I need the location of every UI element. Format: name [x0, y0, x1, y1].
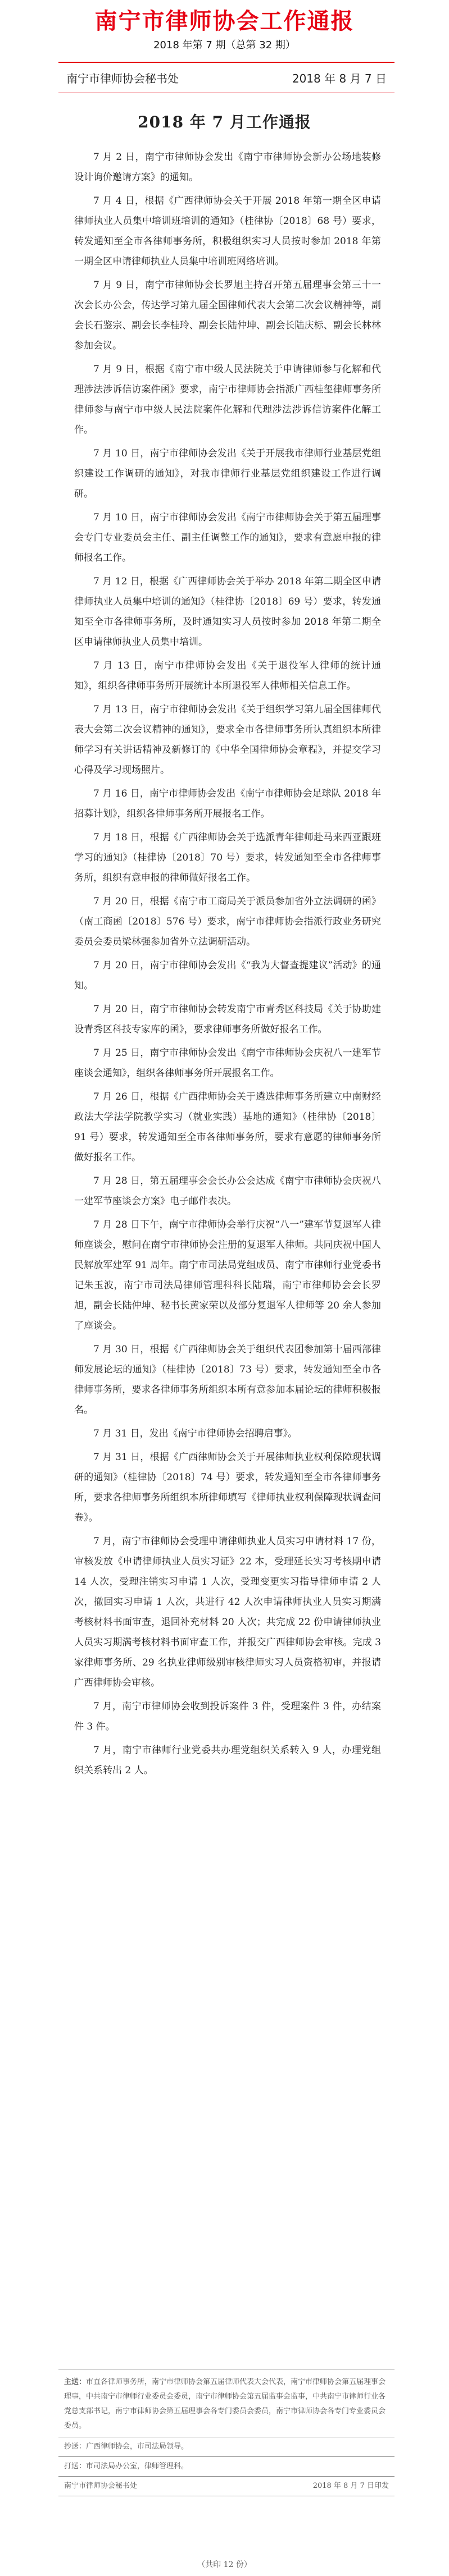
issue-date: 2018 年 8 月 7 日 [292, 72, 387, 85]
body-paragraph: 7 月 31 日，根据《广西律师协会关于开展律师执业权利保障现状调研的通知》（桂律协〔2018〕74 号）要求，转发通知至全市各律师事务所，要求各律师事务所组织本所律师填写《律师执业权利保障现状调查问卷》。 [74, 1452, 381, 1523]
issue-number: 2018 年第 7 期（总第 32 期） [153, 39, 296, 51]
masthead-rule [58, 62, 394, 63]
copy-text: 广西律师协会，市司法局领导。 [86, 2442, 189, 2451]
body-paragraph: 7 月 10 日，南宁市律师协会发出《南宁市律师协会关于第五届理事会专门专业委员会主任、副主任调整工作的通知》，要求有意愿申报的律师报名工作。 [74, 512, 381, 564]
body-paragraph: 7 月，南宁市律师协会受理申请律师执业人员实习申请材料 17 份，审核发放《申请律师执业人员实习证》22 本，受理延长实习考核期申请 14 人次，受理注销实习申请 1 人次，受理变更实习指导律师申请 2 人次，撤回实习申请 1 人次，共进行 42 人次申请律师执业人员实习期满考核材料书面审查，退回补充材料 20 人次；共完成 22 份申请律师执业人员实习期满考核材料书面审查工作，并报交广西律师协会审核。完成 3 家律师事务所、29 名执业律师级别审核律师实习人员资格初审，并报请广西律师协会审核。 [74, 1536, 381, 1689]
body-paragraph: 7 月 9 日，南宁市律师协会长罗旭主持召开第五届理事会第三十一次会长办公会，传达学习第九届全国律师代表大会第二次会议精神等，副会长石鉴宗、副会长李桂玲、副会长陆仲坤、副会长陆庆标、副会长林林参加会议。 [74, 280, 381, 351]
footer-issuer: 南宁市律师协会秘书处 [64, 2482, 138, 2490]
document-footer [58, 2369, 394, 2496]
copy-recipients [58, 2437, 394, 2456]
body-paragraph: 7 月 13 日，南宁市律师协会发出《关于退役军人律师的统计通知》，组织各律师事务所开展统计本所退役军人律师相关信息工作。 [74, 660, 381, 692]
body-paragraph: 7 月 30 日，根据《广西律师协会关于组织代表团参加第十届西部律师发展论坛的通知》（桂律协〔2018〕73 号）要求，转发通知至全市各律师事务所，要求各律师事务所组织本所有意参加本届论坛的律师积极报名。 [74, 1344, 381, 1416]
body-paragraph: 7 月 20 日，南宁市律师协会发出《“我为大督查提建议”活动》的通知。 [74, 960, 381, 991]
body-paragraph: 7 月 26 日，根据《广西律师协会关于遴选律师事务所建立中南财经政法大学法学院教学实习（就业实践）基地的通知》（桂律协〔2018〕91 号）要求，转发通知至全市各律师事务所，要求有意愿的律师事务所做好报名工作。 [74, 1091, 381, 1163]
body-paragraph: 7 月 12 日，根据《广西律师协会关于举办 2018 年第二期全区申请律师执业人员集中培训的通知》（桂律协〔2018〕69 号）要求，转发通知至全市各律师事务所，及时通知实习人员按时参加 2018 年第二期全区申请律师执业人员集中培训。 [74, 576, 381, 648]
body-paragraph: 7 月 16 日，南宁市律师协会发出《南宁市律师协会足球队 2018 年招募计划》，组织各律师事务所开展报名工作。 [74, 788, 381, 820]
body-paragraph: 7 月 28 日下午，南宁市律师协会举行庆祝“八一”建军节复退军人律师座谈会，慰问在南宁市律师协会注册的复退军人律师。共同庆祝中国人民解放军建军 91 周年。南宁市司法局党组成员、南宁市律师行业党委书记朱玉波，南宁市司法局律师管理科科长陆瑞，南宁市律师协会会长罗旭，副会长陆仲坤、秘书长黄家荣以及部分复退军人律师等 20 余人参加了座谈会。 [74, 1219, 381, 1332]
print-recipients [58, 2457, 394, 2476]
body-paragraph: 7 月，南宁市律师行业党委共办理党组织关系转入 9 人，办理党组织关系转出 2 人。 [74, 1745, 381, 1776]
body-paragraph: 7 月，南宁市律师协会收到投诉案件 3 件，受理案件 3 件，办结案件 3 件。 [74, 1701, 381, 1732]
body-paragraph: 7 月 18 日，根据《广西律师协会关于选派青年律师赴马来西亚跟班学习的通知》（桂律协〔2018〕70 号）要求，转发通知至全市各律师事务所，组织有意申报的律师做好报名工作。 [74, 832, 381, 884]
main-recipients-label: 主送： [64, 2378, 87, 2386]
body-paragraph: 7 月 25 日，南宁市律师协会发出《南宁市律师协会庆祝八一建军节座谈会通知》，组织各律师事务所开展报名工作。 [74, 1047, 381, 1079]
body-paragraph: 7 月 20 日，南宁市律师协会转发南宁市青秀区科技局《关于协助建设青秀区科技专家库的函》，要求律师事务所做好报名工作。 [74, 1004, 381, 1035]
body-paragraph: 7 月 13 日，南宁市律师协会发出《关于组织学习第九届全国律师代表大会第二次会议精神的通知》，要求全市各律师事务所认真组织本所律师学习有关讲话精神及新修订的《中华全国律师协会章程》，并提交学习心得及学习现场照片。 [74, 704, 381, 776]
copy-label: 抄送： [64, 2442, 87, 2451]
issuer-line [66, 70, 387, 86]
document-body [74, 147, 381, 1784]
print-label: 打送： [64, 2462, 87, 2470]
footer-issue-date: 2018 年 8 月 7 日印发 [312, 2482, 389, 2490]
body-paragraph: 7 月 28 日，第五届理事会会长办公会达成《南宁市律师协会庆祝八一建军节座谈会方案》电子邮件表决。 [74, 1175, 381, 1207]
body-paragraph: 7 月 4 日，根据《广西律师协会关于开展 2018 年第一期全区申请律师执业人员集中培训班培训的通知》（桂律协〔2018〕68 号）要求，转发通知至全市各律师事务所，积极组织实习人员按时参加 2018 年第一期全区申请律师执业人员集中培训班网络培训。 [74, 195, 381, 267]
body-paragraph: 7 月 31 日，发出《南宁市律师协会招聘启事》。 [93, 1428, 298, 1439]
document-title: 2018 年 7 月工作通报 [138, 113, 311, 131]
main-recipients [58, 2369, 394, 2437]
masthead-title: 南宁市律师协会工作通报 [94, 8, 355, 34]
issuance-line [58, 2477, 394, 2496]
body-paragraph: 7 月 10 日，南宁市律师协会发出《关于开展我市律师行业基层党组织建设工作调研的通知》，对我市律师行业基层党组织建设工作进行调研。 [74, 448, 381, 500]
print-text: 市司法局办公室，律师管理科。 [86, 2462, 189, 2470]
main-recipients-text: 市直各律师事务所，南宁市律师协会第五届律师代表大会代表，南宁市律师协会第五届理事会理事，中共南宁市律师行业委员会委员，南宁市律师协会第五届监事会监事，中共南宁市律师行业各党总支部书记，南宁市律师协会第五届理事会各专门委员会委员，南宁市律师协会各专门专业委员会委员。 [64, 2378, 386, 2430]
body-paragraph: 7 月 9 日，根据《南宁市中级人民法院关于申请律师参与化解和代理涉法涉诉信访案件函》要求，南宁市律师协会指派广西桂玺律师事务所律师参与南宁市中级人民法院案件化解和代理涉法涉诉信访案件化解工作。 [74, 364, 381, 436]
body-paragraph: 7 月 20 日，根据《南宁市工商局关于派员参加省外立法调研的函》（南工商函〔2018〕576 号）要求，南宁市律师协会指派行政业务研究委员会委员梁林强参加省外立法调研活动。 [74, 896, 381, 948]
body-paragraph: 7 月 2 日，南宁市律师协会发出《南宁市律师协会新办公场地装修设计询价邀请方案》的通知。 [74, 152, 381, 183]
copies-count: （共印 12 份） [197, 2560, 252, 2569]
issuer-name: 南宁市律师协会秘书处 [66, 72, 179, 85]
